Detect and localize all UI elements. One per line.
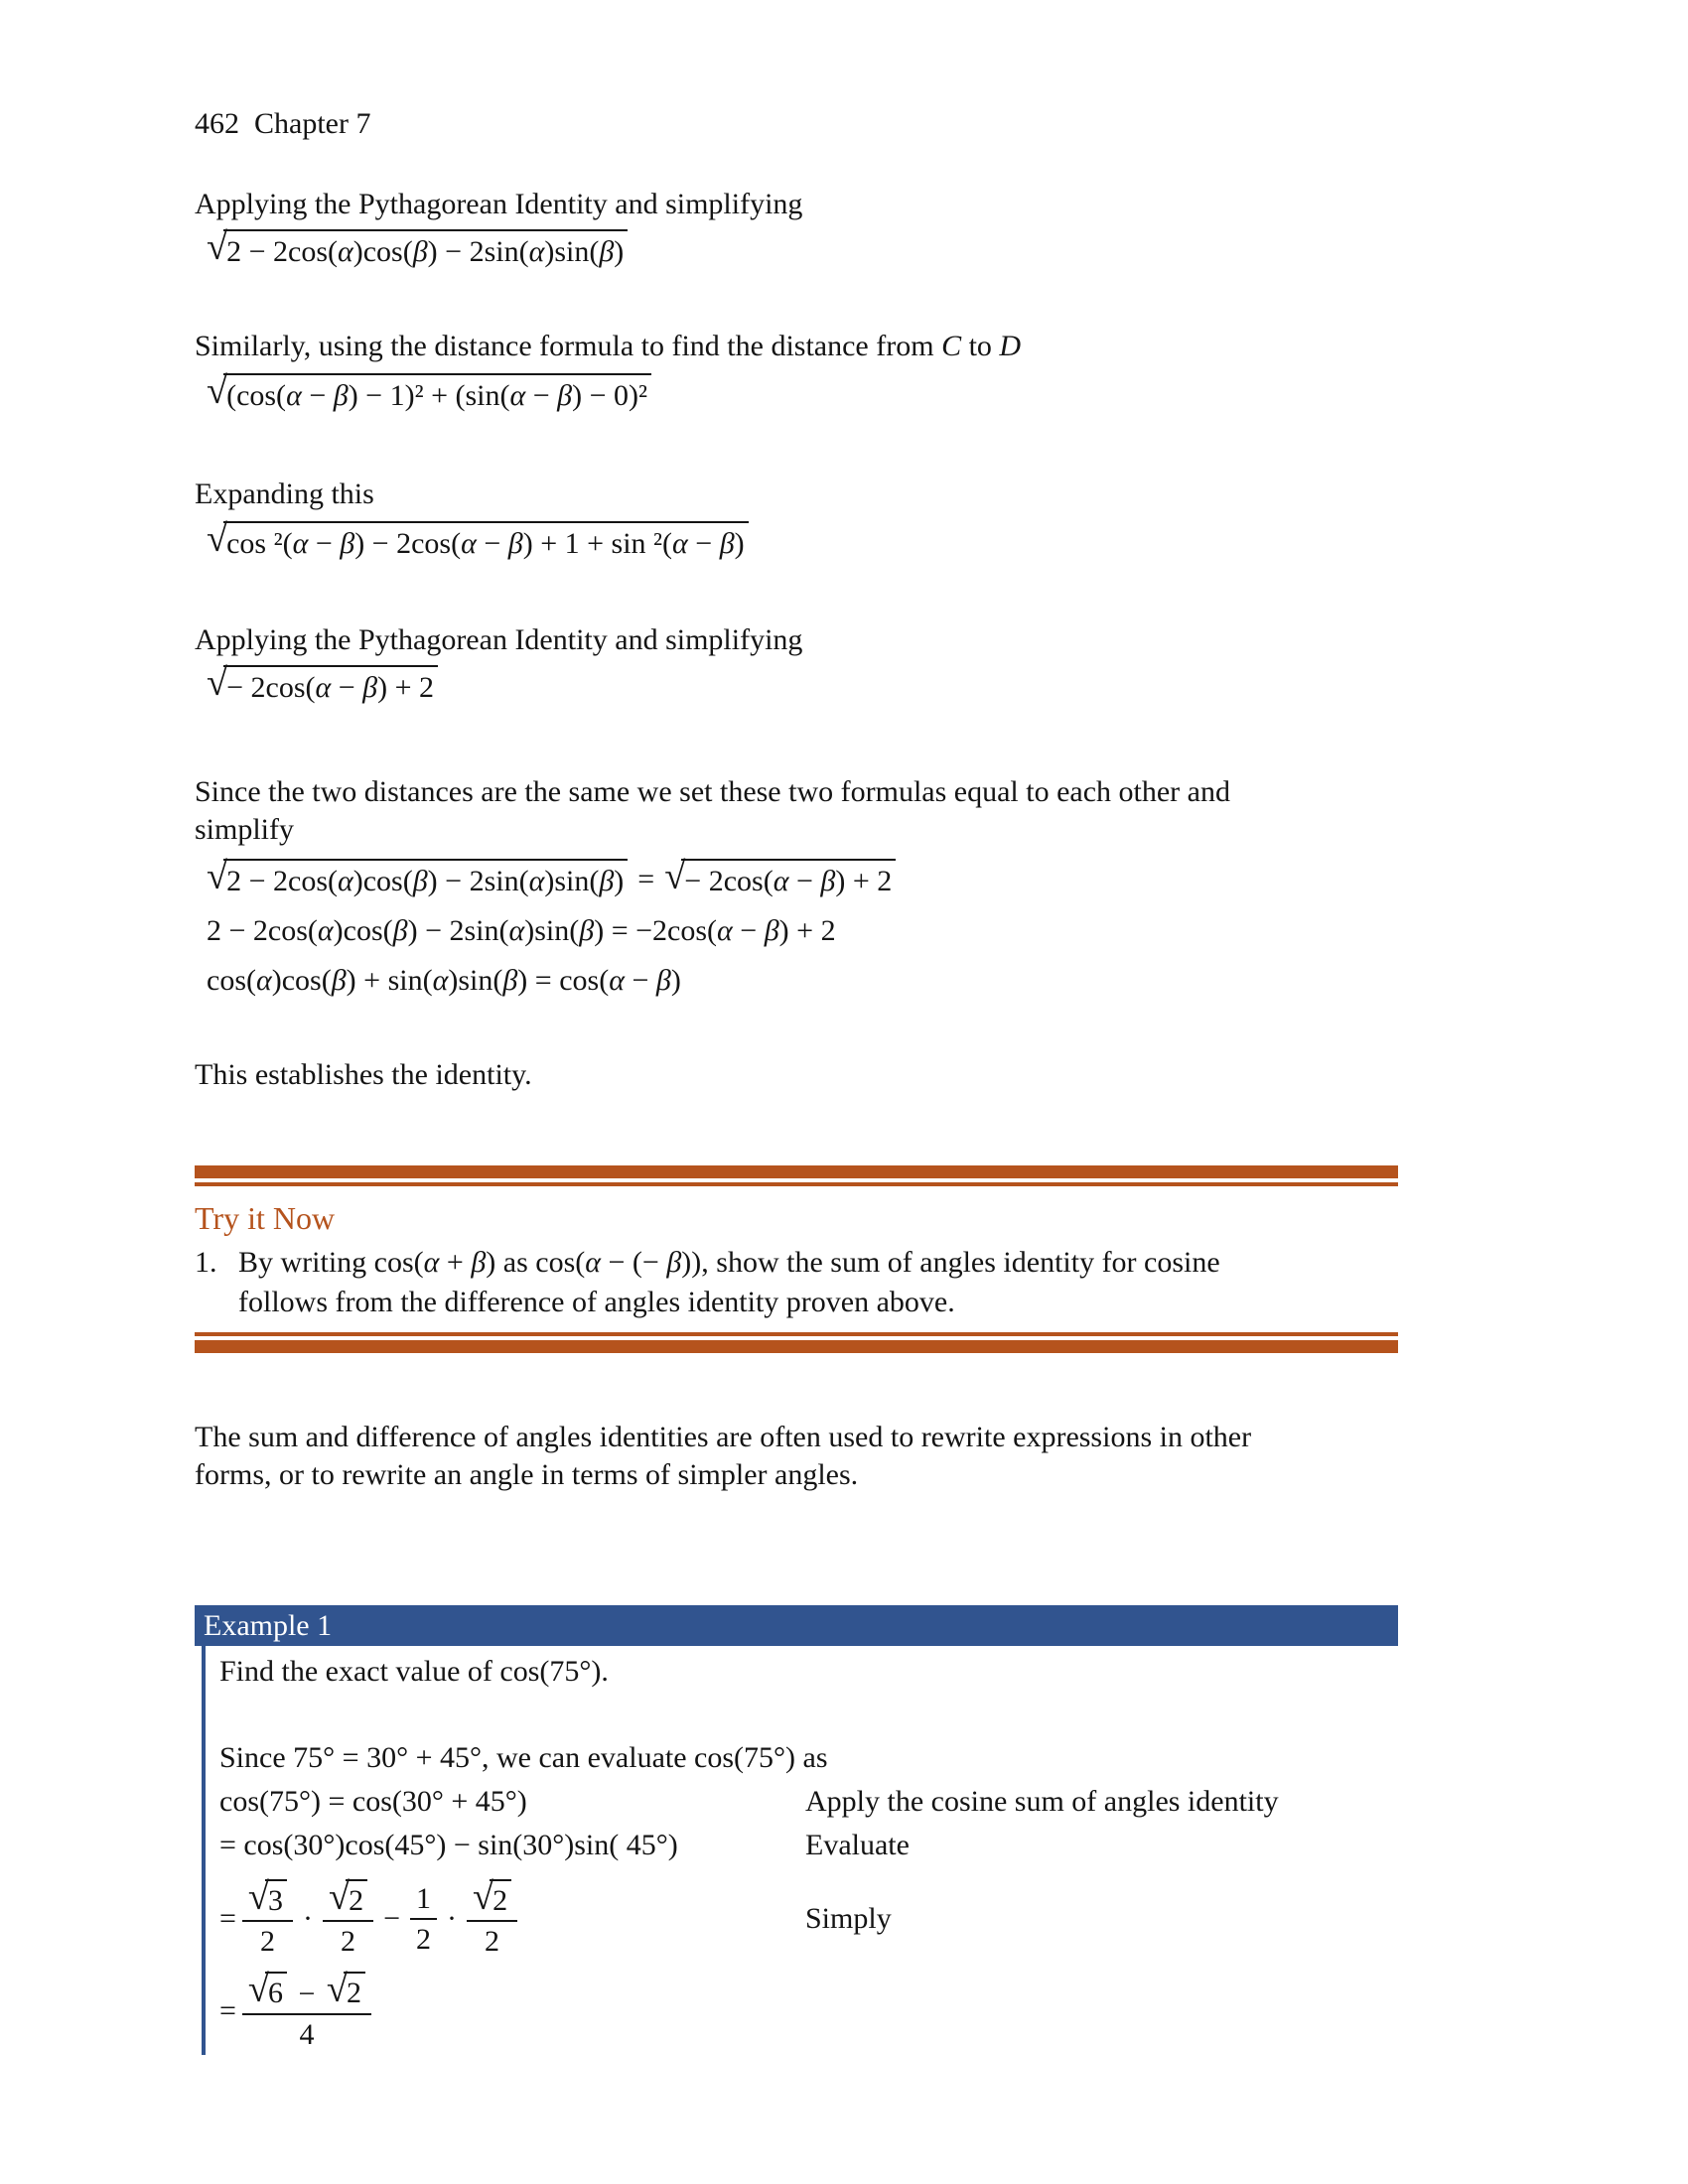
inline-math: cos(α + β) bbox=[373, 1246, 496, 1279]
item-number: 1. bbox=[195, 1246, 217, 1279]
fraction-numerator bbox=[242, 1876, 293, 1922]
equation-1 bbox=[195, 226, 1398, 270]
caption-text: to bbox=[961, 330, 1000, 362]
equation-text: cos(α)cos(β) + sin(α)sin(β) = cos(α − β) bbox=[207, 964, 681, 997]
try-it-now-title: Try it Now bbox=[195, 1200, 336, 1236]
fraction-numerator bbox=[323, 1876, 373, 1922]
example-step-1 bbox=[219, 1782, 1398, 1822]
item-text-part: follows from the difference of angles identity proven above. bbox=[238, 1286, 955, 1318]
radical bbox=[207, 370, 651, 414]
equals-sign: = bbox=[219, 1994, 236, 2028]
radicand: 2 bbox=[344, 1972, 365, 2009]
fraction bbox=[467, 1876, 517, 1959]
radical-sign: √ bbox=[247, 1876, 269, 1918]
radicand: 3 bbox=[265, 1879, 287, 1917]
fraction-denominator: 2 bbox=[485, 1925, 500, 1959]
example-1-body bbox=[202, 1646, 1398, 2055]
try-it-now-top-rule bbox=[195, 1165, 1398, 1186]
equation-2 bbox=[195, 370, 1398, 414]
caption-text: Similarly, using the distance formula to find the distance from bbox=[195, 330, 942, 362]
fraction-denominator: 2 bbox=[259, 1925, 275, 1959]
inline-math: cos(75°) bbox=[694, 1741, 796, 1774]
radicand: 2 − 2cos(α)cos(β) − 2sin(α)sin(β) bbox=[223, 229, 628, 270]
minus-sign: − bbox=[291, 1977, 323, 2010]
paragraph-line-2: forms, or to rewrite an angle in terms of simpler angles. bbox=[195, 1458, 859, 1491]
point-c-label: C bbox=[941, 330, 962, 362]
item-text bbox=[238, 1243, 1220, 1322]
fraction bbox=[323, 1876, 373, 1959]
step-math bbox=[219, 1969, 805, 2051]
minus-sign: − bbox=[383, 1901, 400, 1935]
example-1-title-bar: Example 1 bbox=[195, 1605, 1398, 1646]
fraction bbox=[410, 1882, 437, 1956]
try-it-now-item-1 bbox=[195, 1243, 1398, 1322]
equals-sign: = bbox=[637, 862, 655, 895]
equation-text: 2 − 2cos(α)cos(β) − 2sin(α)sin(β) = −2cos(α − β) + 2 bbox=[207, 914, 836, 947]
try-it-now-bottom-rule bbox=[195, 1332, 1398, 1353]
fraction-numerator bbox=[467, 1876, 517, 1922]
example-1-box bbox=[195, 1605, 1398, 2055]
step-math: cos(75°) = cos(30° + 45°) bbox=[219, 1785, 527, 1818]
step-math: = cos(30°)cos(45°) − sin(30°)sin( 45°) bbox=[219, 1829, 678, 1861]
radical-sign: √ bbox=[247, 1969, 269, 2011]
radical-sign: √ bbox=[207, 856, 228, 897]
since-text: , we can evaluate bbox=[482, 1741, 695, 1774]
inline-math: 75° = 30° + 45° bbox=[293, 1741, 482, 1774]
radical-sign: √ bbox=[329, 1876, 351, 1918]
step-note: Evaluate bbox=[805, 1829, 910, 1861]
proof-caption-4: Applying the Pythagorean Identity and simplifying bbox=[195, 623, 803, 656]
radicand: (cos(α − β) − 1)² + (sin(α − β) − 0)² bbox=[223, 373, 651, 414]
fraction bbox=[242, 1876, 293, 1959]
radical bbox=[664, 856, 896, 899]
fraction-numerator: 1 bbox=[410, 1882, 437, 1920]
fraction bbox=[242, 1969, 371, 2051]
fraction-denominator: 4 bbox=[299, 2017, 315, 2051]
proof-caption-1: Applying the Pythagorean Identity and simplifying bbox=[195, 188, 803, 220]
page-content bbox=[195, 0, 1398, 2055]
item-text-part: By writing bbox=[238, 1246, 374, 1279]
point-d-label: D bbox=[999, 330, 1022, 362]
item-text-part: , show the sum of angles identity for cosine bbox=[701, 1246, 1220, 1279]
equation-5 bbox=[195, 856, 1398, 899]
prompt-text: Find the exact value of bbox=[219, 1655, 500, 1688]
paragraph-line-1: The sum and difference of angles identities are often used to rewrite expressions in other bbox=[195, 1421, 1252, 1453]
example-since-line bbox=[219, 1738, 1398, 1778]
try-it-now-box bbox=[195, 1165, 1398, 1353]
page-header: 462 Chapter 7 bbox=[195, 107, 371, 140]
example-step-3 bbox=[219, 1876, 1398, 1959]
radical-sign: √ bbox=[326, 1969, 348, 2011]
example-step-2 bbox=[219, 1826, 1398, 1865]
fraction-denominator: 2 bbox=[341, 1925, 356, 1959]
prompt-text: . bbox=[601, 1655, 609, 1688]
proof-caption-2 bbox=[195, 328, 1398, 365]
radical-sign: √ bbox=[207, 370, 228, 412]
proof-caption-5-line2: simplify bbox=[195, 813, 295, 846]
rule-thick-bar bbox=[195, 1340, 1398, 1353]
multiply-dot: · bbox=[447, 1901, 457, 1935]
radical bbox=[207, 226, 628, 270]
step-note: Simply bbox=[805, 1901, 892, 1935]
equals-sign: = bbox=[219, 1901, 236, 1935]
inline-math: cos(α − (− β)) bbox=[535, 1246, 702, 1279]
radical-sign: √ bbox=[207, 226, 228, 268]
fraction-denominator: 2 bbox=[416, 1922, 431, 1956]
radicand: 2 − 2cos(α)cos(β) − 2sin(α)sin(β) bbox=[223, 859, 628, 899]
radicand: cos ²(α − β) − 2cos(α − β) + 1 + sin ²(α − β) bbox=[223, 521, 749, 562]
proof-conclusion: This establishes the identity. bbox=[195, 1058, 532, 1091]
equation-4 bbox=[195, 662, 1398, 706]
equation-7 bbox=[195, 963, 1398, 999]
radical-sign: √ bbox=[207, 518, 228, 560]
example-prompt bbox=[219, 1652, 1398, 1692]
radical-sign: √ bbox=[473, 1876, 494, 1918]
rule-thick-bar bbox=[195, 1165, 1398, 1178]
radical bbox=[207, 856, 628, 899]
radical-sign: √ bbox=[664, 856, 686, 897]
equation-6 bbox=[195, 913, 1398, 949]
radical bbox=[207, 662, 438, 706]
proof-caption-5-line1: Since the two distances are the same we set these two formulas equal to each other and bbox=[195, 775, 1230, 808]
item-text-part: as bbox=[495, 1246, 536, 1279]
since-text: as bbox=[795, 1741, 828, 1774]
radical-sign: √ bbox=[207, 662, 228, 704]
fraction-numerator bbox=[242, 1969, 371, 2014]
radicand: 6 bbox=[265, 1972, 287, 2009]
multiply-dot: · bbox=[303, 1901, 313, 1935]
radicand: − 2cos(α − β) + 2 bbox=[223, 665, 438, 706]
radical bbox=[207, 518, 749, 562]
equation-3 bbox=[195, 518, 1398, 562]
example-final-result bbox=[219, 1969, 1398, 2051]
since-text: Since bbox=[219, 1741, 294, 1774]
inline-math: cos(75°) bbox=[499, 1655, 602, 1688]
radicand: 2 bbox=[346, 1879, 367, 1917]
radicand: 2 bbox=[490, 1879, 511, 1917]
step-note: Apply the cosine sum of angles identity bbox=[805, 1785, 1279, 1818]
proof-caption-3: Expanding this bbox=[195, 478, 374, 510]
rule-thin-bar bbox=[195, 1182, 1398, 1186]
step-math bbox=[219, 1876, 805, 1959]
radicand: − 2cos(α − β) + 2 bbox=[681, 859, 896, 899]
